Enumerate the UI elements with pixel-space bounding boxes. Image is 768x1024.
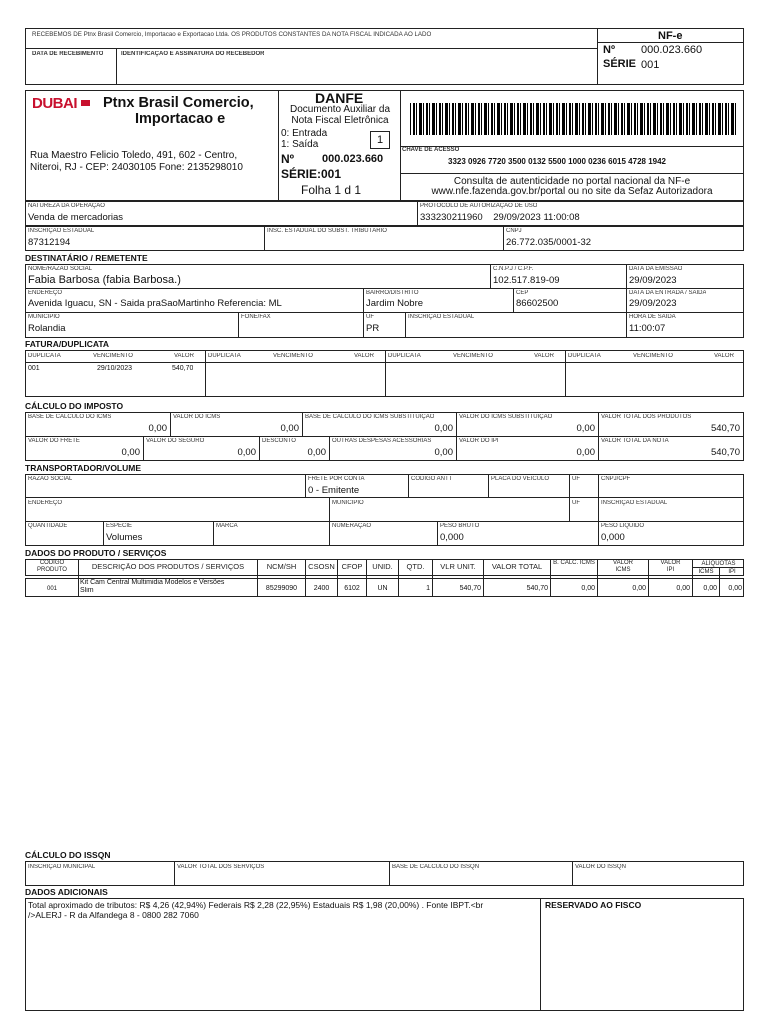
trans-peso-liq-label: PESO LÍQUIDO [601, 523, 645, 529]
desconto-label: DESCONTO [262, 438, 296, 444]
danfe-folha: Folha 1 d 1 [301, 183, 362, 197]
danfe-title: DANFE [315, 90, 364, 106]
dest-bairro: Jardim Nobre [366, 298, 424, 309]
dest-cpf-label: C.N.P.J / C.P.F. [493, 266, 534, 272]
th-vtotal: VALOR TOTAL [491, 563, 543, 571]
td-descricao-2: Slim [80, 587, 94, 594]
outras: 0,00 [434, 447, 453, 458]
td-ncm: 85299090 [265, 585, 298, 592]
protocolo-value: 333230211960 29/09/2023 11:00:08 [420, 212, 580, 223]
trans-ie-label: INSCRIÇÃO ESTADUAL [601, 500, 668, 506]
th-ncm: NCM/SH [266, 563, 297, 571]
td-vicms: 0,00 [632, 585, 646, 592]
barcode [410, 103, 738, 135]
fat-h-venc-4: VENCIMENTO [633, 353, 673, 359]
logo-mark [81, 100, 90, 106]
dest-endereco: Avenida Iguacu, SN - Saida praSaoMartinho Referencia: ML [28, 298, 282, 309]
frete-label: VALOR DO FRETE [28, 438, 80, 444]
trans-placa-label: PLACA DO VEÍCULO [491, 476, 550, 482]
consulta-line1: Consulta de autenticidade no portal nacional da NF-e [453, 176, 691, 187]
icms-label: VALOR DO ICMS [173, 414, 221, 420]
issqn-section: CÁLCULO DO ISSQN [25, 850, 111, 860]
chave-label: CHAVE DE ACESSO [402, 147, 460, 153]
trans-qtd-label: QUANTIDADE [28, 523, 68, 529]
dest-emissao: 29/09/2023 [629, 275, 677, 286]
dest-municipio-label: MUNICÍPIO [28, 314, 60, 320]
fat-h-dup-2: DUPLICATA [208, 353, 241, 359]
issqn-bc-label: BASE DE CÁLCULO DO ISSQN [392, 864, 480, 870]
company-logo [32, 95, 92, 113]
td-csosn: 2400 [313, 585, 330, 592]
th-unid: UNID. [372, 563, 393, 571]
bc-icms-label: BASE DE CÁLCULO DO ICMS [28, 414, 112, 420]
th-cfop: CFOP [341, 563, 363, 571]
tot-nota-label: VALOR TOTAL DA NOTA [601, 438, 669, 444]
trans-endereco-label: ENDEREÇO [28, 500, 63, 506]
produtos-section: DADOS DO PRODUTO / SERVIÇOS [25, 548, 167, 558]
trans-numeracao-label: NUMERAÇÃO [332, 523, 372, 529]
adicionais-line2: />ALERJ - R da Alfandega 8 - 0800 282 7060 [28, 910, 199, 920]
dest-uf: PR [366, 323, 380, 334]
th-aliquotas: ALÍQUOTAS [701, 561, 736, 567]
canhoto-serie-label: SÉRIE [603, 58, 637, 70]
fat-h-dup-4: DUPLICATA [568, 353, 601, 359]
td-aipi: 0,00 [728, 585, 742, 592]
th-qtd: QTD. [406, 563, 425, 571]
natureza-label: NATUREZA DA OPERAÇÃO [28, 203, 105, 209]
th-vipi: VALOR IPI [660, 560, 681, 573]
fat-h-valor-1: VALOR [174, 353, 194, 359]
trans-peso-bruto-label: PESO BRUTO [440, 523, 480, 529]
trans-especie-label: ESPÉCIE [106, 523, 133, 529]
canhoto-serie: 001 [641, 59, 660, 71]
trans-antt-label: CÓDIGO ANTT [411, 476, 453, 482]
dest-cep: 86602500 [516, 298, 559, 309]
outras-label: OUTRAS DESPESAS ACESSÓRIAS [332, 438, 432, 444]
chave-value: 3323 0926 7720 3500 0132 5500 1000 0236 6015 4728 1942 [448, 157, 666, 166]
dest-cpf: 102.517.819-09 [493, 275, 560, 286]
danfe-numero-label: Nº [281, 152, 295, 166]
issqn-im-label: INSCRIÇÃO MUNICIPAL [28, 864, 96, 870]
company-name-line2: Importacao e [135, 111, 226, 127]
icms-st: 0,00 [576, 423, 595, 434]
canhoto-text: RECEBEMOS DE Ptnx Brasil Comercio, Importacao e Exportacao Ltda. OS PRODUTOS CONSTANTES DA NOTA FISCAL INDICADA AO LADO [32, 31, 432, 38]
icms-st-label: VALOR DO ICMS SUBSTITUIÇÃO [459, 414, 553, 420]
th-aipi: IPI [728, 569, 736, 575]
fat-h-valor-3: VALOR [534, 353, 554, 359]
trans-frete: 0 - Emitente [308, 485, 360, 496]
dest-fone-label: FONE/FAX [241, 314, 271, 320]
td-bcicms: 0,00 [581, 585, 595, 592]
trans-peso-bruto: 0,000 [440, 532, 464, 543]
dest-hora: 11:00:07 [629, 323, 666, 334]
trans-especie: Volumes [106, 532, 143, 543]
fat-h-venc-2: VENCIMENTO [273, 353, 313, 359]
adicionais-section: DADOS ADICIONAIS [25, 887, 108, 897]
danfe-tipo-box: 1 [370, 131, 390, 149]
dest-cep-label: CEP [516, 290, 529, 296]
protocolo-label: PROTOCOLO DE AUTORIZAÇÃO DE USO [420, 203, 538, 209]
company-name-line1: Ptnx Brasil Comercio, [103, 95, 254, 111]
adicionais-line1: Total aproximado de tributos: R$ 4,26 (42,94%) Federais R$ 2,28 (22,95%) Estaduais R$ 1,98 (20,00%) . Fonte IBPT.<br [28, 900, 484, 910]
trans-cnpj-label: CNPJ/CPF [601, 476, 631, 482]
trans-uf-label: UF [572, 476, 580, 482]
td-vipi: 0,00 [676, 585, 690, 592]
issqn-block [25, 861, 744, 886]
fat-venc: 29/10/2023 [97, 365, 133, 372]
td-unid: UN [377, 585, 388, 592]
company-address-line2: Niteroi, RJ - CEP: 24030105 Fone: 2135298010 [30, 162, 243, 173]
desconto: 0,00 [307, 447, 326, 458]
icms: 0,00 [280, 423, 299, 434]
seguro-label: VALOR DO SEGURO [146, 438, 205, 444]
danfe-serie: SÉRIE:001 [281, 167, 342, 181]
identificacao-label: IDENTIFICAÇÃO E ASSINATURA DO RECEBEDOR [121, 51, 265, 57]
dest-bairro-label: BAIRRO/DISTRITO [366, 290, 419, 296]
issqn-v-label: VALOR DO ISSQN [575, 864, 626, 870]
fat-h-valor-4: VALOR [714, 353, 734, 359]
dest-nome: Fabia Barbosa (fabia Barbosa.) [28, 274, 181, 286]
tot-nota: 540,70 [710, 447, 740, 458]
canhoto-numero: 000.023.660 [641, 44, 703, 56]
transportador-section: TRANSPORTADOR/VOLUME [25, 463, 142, 473]
ipi: 0,00 [576, 447, 595, 458]
fat-h-dup-1: DUPLICATA [28, 353, 61, 359]
data-recebimento-label: DATA DE RECEBIMENTO [32, 51, 104, 57]
ie-value: 87312194 [28, 237, 71, 248]
iest-label: INSC. ESTADUAL DO SUBST. TRIBUTÁRIO [267, 228, 387, 234]
danfe-sub2: Nota Fiscal Eletrônica [291, 115, 389, 126]
danfe-numero: 000.023.660 [322, 153, 384, 165]
td-qtd: 1 [426, 585, 430, 592]
imposto-section: CÁLCULO DO IMPOSTO [25, 401, 124, 411]
trans-marca-label: MARCA [216, 523, 238, 529]
td-aicms: 0,00 [703, 585, 717, 592]
issqn-vts-label: VALOR TOTAL DOS SERVIÇOS [177, 864, 265, 870]
canhoto-numero-label: Nº [603, 44, 615, 56]
fatura-section: FATURA/DUPLICATA [25, 339, 110, 349]
dest-hora-label: HORA DE SAÍDA [629, 314, 676, 320]
trans-razao-label: RAZÃO SOCIAL [28, 476, 73, 482]
bc-st-label: BASE DE CÁLCULO DO ICMS SUBSTITUIÇÃO [305, 414, 435, 420]
destinatario-section: DESTINATÁRIO / REMETENTE [25, 253, 148, 263]
cnpj-value: 26.772.035/0001-32 [506, 237, 592, 248]
ie-label: INSCRIÇÃO ESTADUAL [28, 228, 95, 234]
th-aicms: ICMS [698, 569, 714, 575]
danfe-saida: 1: Saída [281, 139, 319, 150]
dest-uf-label: UF [366, 314, 374, 320]
fat-valor: 540,70 [172, 365, 194, 372]
td-cfop: 6102 [344, 585, 360, 592]
company-address-line1: Rua Maestro Felicio Toledo, 491, 602 - Centro, [30, 150, 238, 161]
danfe-sub1: Documento Auxiliar da [289, 104, 391, 115]
td-vunit: 540,70 [459, 585, 481, 592]
dest-entrada-label: DATA DA ENTRADA / SAÍDA [629, 290, 707, 296]
tot-prod-label: VALOR TOTAL DOS PRODUTOS [601, 414, 692, 420]
dest-nome-label: NOME/RAZÃO SOCIAL [28, 266, 93, 272]
trans-municipio-label: MUNICÍPIO [332, 500, 364, 506]
fat-h-venc-1: VENCIMENTO [93, 353, 133, 359]
cnpj-label: CNPJ [506, 228, 522, 234]
dest-entrada: 29/09/2023 [629, 298, 677, 309]
seguro: 0,00 [237, 447, 256, 458]
th-vunit: VLR UNIT. [440, 563, 476, 571]
nfe-title: NF-e [658, 30, 683, 42]
th-descricao: DESCRIÇÃO DOS PRODUTOS / SERVIÇOS [91, 563, 245, 571]
dest-emissao-label: DATA DA EMISSÃO [629, 266, 683, 272]
dest-endereco-label: ENDEREÇO [28, 290, 63, 296]
tot-prod: 540,70 [710, 423, 740, 434]
bc-st: 0,00 [434, 423, 453, 434]
frete: 0,00 [121, 447, 140, 458]
natureza-row [25, 201, 744, 226]
fat-h-venc-3: VENCIMENTO [453, 353, 493, 359]
fat-h-valor-2: VALOR [354, 353, 374, 359]
trans-peso-liq: 0,000 [601, 532, 625, 543]
bc-icms: 0,00 [148, 423, 167, 434]
td-descricao-1: Kit Cam Central Multimidia Modelos e Versões [80, 579, 225, 586]
td-codigo: 001 [46, 586, 57, 592]
trans-frete-label: FRETE POR CONTA [308, 476, 365, 482]
ipi-label: VALOR DO IPI [459, 438, 499, 444]
consulta-line2: www.nfe.fazenda.gov.br/portal ou no site da Sefaz Autorizadora [431, 186, 713, 197]
th-vicms: VALOR ICMS [613, 560, 633, 573]
fat-h-dup-3: DUPLICATA [388, 353, 421, 359]
logo-text: DUBAI [32, 95, 77, 112]
danfe-entrada: 0: Entrada [281, 128, 328, 139]
th-bcicms: B. CÁLC. ICMS [553, 560, 595, 566]
th-codigo: CÓDIGO PRODUTO [37, 560, 67, 573]
dest-ie-label: INSCRIÇÃO ESTADUAL [408, 314, 475, 320]
dest-municipio: Rolandia [28, 323, 66, 334]
reservado-fisco: RESERVADO AO FISCO [545, 900, 642, 910]
trans-uf2-label: UF [572, 500, 580, 506]
fat-dup: 001 [28, 365, 40, 372]
th-csosn: CSOSN [308, 563, 335, 571]
td-vtotal: 540,70 [526, 585, 548, 592]
natureza-value: Venda de mercadorias [28, 212, 124, 223]
